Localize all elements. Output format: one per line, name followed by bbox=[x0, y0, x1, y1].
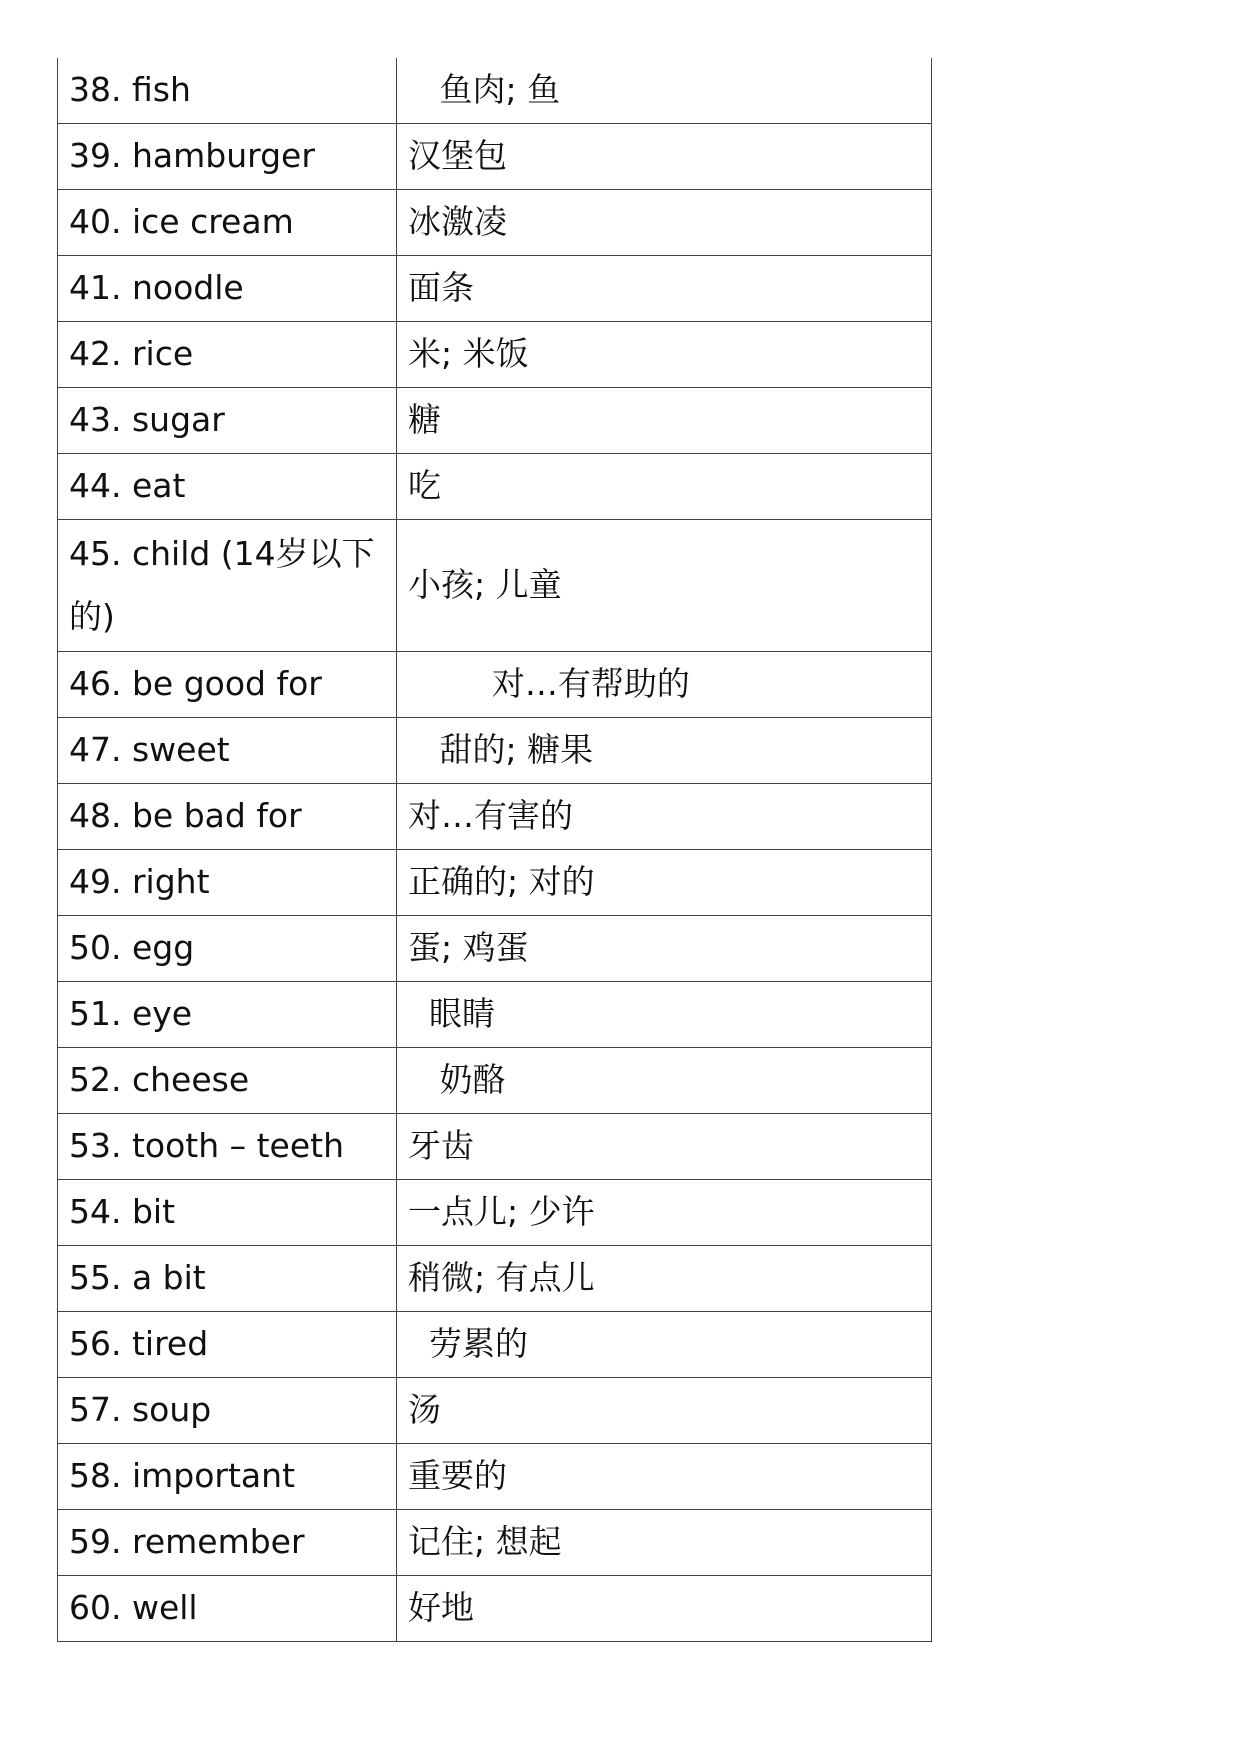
english-word-cell: 53. tooth – teeth bbox=[58, 1114, 397, 1180]
table-row bbox=[58, 322, 932, 388]
chinese-meaning-cell: 汤 bbox=[397, 1378, 932, 1444]
chinese-meaning-cell: 汉堡包 bbox=[397, 124, 932, 190]
english-word-cell: 55. a bit bbox=[58, 1246, 397, 1312]
chinese-meaning-cell: 牙齿 bbox=[397, 1114, 932, 1180]
table-row bbox=[58, 454, 932, 520]
chinese-meaning-cell: 鱼肉; 鱼 bbox=[397, 58, 932, 124]
chinese-meaning-cell: 稍微; 有点儿 bbox=[397, 1246, 932, 1312]
english-word-cell: 51. eye bbox=[58, 982, 397, 1048]
table-row bbox=[58, 1048, 932, 1114]
chinese-meaning-cell: 眼睛 bbox=[397, 982, 932, 1048]
table-row bbox=[58, 256, 932, 322]
english-word-cell: 41. noodle bbox=[58, 256, 397, 322]
chinese-meaning-cell: 面条 bbox=[397, 256, 932, 322]
table-row bbox=[58, 58, 932, 124]
vocabulary-table bbox=[57, 58, 932, 1642]
table-row bbox=[58, 1576, 932, 1642]
table-row bbox=[58, 1444, 932, 1510]
chinese-meaning-cell: 对…有害的 bbox=[397, 784, 932, 850]
chinese-meaning-cell: 糖 bbox=[397, 388, 932, 454]
table-row bbox=[58, 520, 932, 652]
english-word-cell: 42. rice bbox=[58, 322, 397, 388]
table-row bbox=[58, 124, 932, 190]
table-row bbox=[58, 1378, 932, 1444]
english-word-cell: 56. tired bbox=[58, 1312, 397, 1378]
chinese-meaning-cell: 劳累的 bbox=[397, 1312, 932, 1378]
chinese-meaning-cell: 正确的; 对的 bbox=[397, 850, 932, 916]
chinese-meaning-cell: 记住; 想起 bbox=[397, 1510, 932, 1576]
table-row bbox=[58, 916, 932, 982]
table-row bbox=[58, 652, 932, 718]
table-row bbox=[58, 1114, 932, 1180]
english-word-cell: 60. well bbox=[58, 1576, 397, 1642]
chinese-meaning-cell: 甜的; 糖果 bbox=[397, 718, 932, 784]
english-word-cell: 38. fish bbox=[58, 58, 397, 124]
english-word-cell: 59. remember bbox=[58, 1510, 397, 1576]
chinese-meaning-cell: 蛋; 鸡蛋 bbox=[397, 916, 932, 982]
chinese-meaning-cell: 一点儿; 少许 bbox=[397, 1180, 932, 1246]
english-word-cell: 44. eat bbox=[58, 454, 397, 520]
english-word-cell: 54. bit bbox=[58, 1180, 397, 1246]
english-word-cell: 57. soup bbox=[58, 1378, 397, 1444]
chinese-meaning-cell: 对…有帮助的 bbox=[397, 652, 932, 718]
table-row bbox=[58, 718, 932, 784]
english-word-cell: 52. cheese bbox=[58, 1048, 397, 1114]
english-word-cell: 47. sweet bbox=[58, 718, 397, 784]
english-word-cell: 49. right bbox=[58, 850, 397, 916]
english-word-cell: 43. sugar bbox=[58, 388, 397, 454]
chinese-meaning-cell: 小孩; 儿童 bbox=[397, 520, 932, 652]
table-row bbox=[58, 388, 932, 454]
english-word-cell: 46. be good for bbox=[58, 652, 397, 718]
table-row bbox=[58, 784, 932, 850]
english-word-cell: 58. important bbox=[58, 1444, 397, 1510]
chinese-meaning-cell: 吃 bbox=[397, 454, 932, 520]
chinese-meaning-cell: 好地 bbox=[397, 1576, 932, 1642]
english-word-cell: 39. hamburger bbox=[58, 124, 397, 190]
english-word-cell: 48. be bad for bbox=[58, 784, 397, 850]
table-row bbox=[58, 850, 932, 916]
table-row bbox=[58, 982, 932, 1048]
chinese-meaning-cell: 冰激凌 bbox=[397, 190, 932, 256]
table-row bbox=[58, 1180, 932, 1246]
chinese-meaning-cell: 奶酪 bbox=[397, 1048, 932, 1114]
chinese-meaning-cell: 米; 米饭 bbox=[397, 322, 932, 388]
table-row bbox=[58, 1312, 932, 1378]
english-word-cell: 50. egg bbox=[58, 916, 397, 982]
vocabulary-table-body bbox=[58, 58, 932, 1642]
english-word-cell: 40. ice cream bbox=[58, 190, 397, 256]
table-row bbox=[58, 1246, 932, 1312]
english-word-cell: 45. child (14岁以下的) bbox=[58, 520, 397, 652]
table-row bbox=[58, 1510, 932, 1576]
chinese-meaning-cell: 重要的 bbox=[397, 1444, 932, 1510]
table-row bbox=[58, 190, 932, 256]
